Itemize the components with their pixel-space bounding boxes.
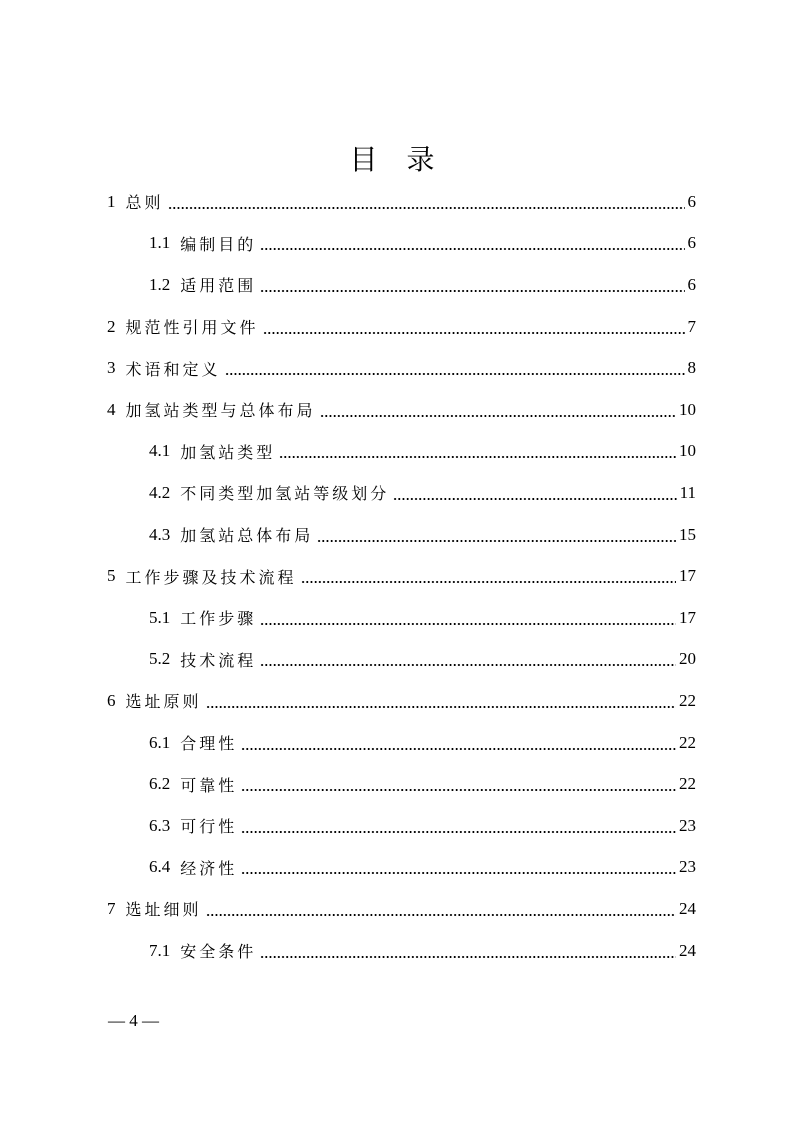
toc-entry-title: 安全条件	[180, 942, 257, 962]
toc-entry-page: 17	[679, 607, 696, 627]
dot-leader	[241, 748, 676, 750]
toc-entry-title: 技术流程	[180, 650, 257, 670]
toc-entry-number: 6.2	[149, 774, 171, 794]
toc-entry[interactable]	[149, 763, 696, 805]
toc-entry[interactable]	[149, 639, 696, 681]
toc-entry-title: 适用范围	[180, 276, 257, 296]
toc-entry-title: 加氢站类型	[180, 442, 276, 462]
dot-leader	[241, 789, 676, 791]
toc-entry-page: 6	[687, 191, 696, 211]
toc-entry-number: 3	[107, 358, 116, 378]
dot-leader	[279, 456, 676, 458]
toc-entry[interactable]	[107, 888, 696, 930]
toc-entry-title: 合理性	[180, 734, 238, 754]
toc-entry-number: 2	[107, 316, 116, 336]
page-title: 目 录	[349, 143, 445, 176]
toc-entry-number: 1	[107, 191, 116, 211]
toc-entry[interactable]	[149, 223, 696, 265]
dot-leader	[317, 540, 676, 542]
toc-entry-number: 5.1	[149, 607, 171, 627]
dot-leader	[320, 415, 676, 417]
toc-entry[interactable]	[149, 805, 696, 847]
toc-entry[interactable]	[107, 389, 696, 431]
toc-entry[interactable]	[149, 264, 696, 306]
dot-leader	[241, 872, 676, 874]
dot-leader	[206, 706, 676, 708]
toc-entry-title: 术语和定义	[125, 359, 221, 379]
toc-entry-number: 6.4	[149, 857, 171, 877]
toc-entry-title: 规范性引用文件	[125, 318, 259, 338]
toc-entry-page: 17	[679, 566, 696, 586]
toc-entry-title: 总则	[125, 193, 164, 213]
toc-entry-title: 工作步骤	[180, 609, 257, 629]
dot-leader	[260, 956, 676, 958]
toc-entry-title: 选址细则	[125, 900, 202, 920]
toc-entry[interactable]	[149, 597, 696, 639]
toc-entry-page: 22	[679, 690, 696, 710]
dot-leader	[206, 914, 676, 916]
toc-entry-number: 5.2	[149, 649, 171, 669]
toc-entry-page: 11	[679, 482, 696, 502]
dot-leader	[260, 290, 684, 292]
toc-entry-number: 1.2	[149, 274, 171, 294]
toc-entry-page: 15	[679, 524, 696, 544]
toc-entry-page: 10	[679, 441, 696, 461]
toc-entry-page: 24	[679, 898, 696, 918]
toc-entry-title: 编制目的	[180, 234, 257, 254]
dot-leader	[260, 664, 676, 666]
toc-entry-number: 4	[107, 399, 116, 419]
toc-entry[interactable]	[149, 472, 696, 514]
toc-entry-title: 不同类型加氢站等级划分	[180, 484, 390, 504]
toc-entry-number: 5	[107, 566, 116, 586]
toc-entry-page: 7	[687, 316, 696, 336]
dot-leader	[260, 248, 684, 250]
toc-entry-number: 7.1	[149, 940, 171, 960]
toc-entry-page: 6	[687, 233, 696, 253]
toc-entry-title: 经济性	[180, 858, 238, 878]
page-number: — 4 —	[108, 1011, 159, 1030]
toc-entry[interactable]	[107, 181, 696, 223]
toc-entry-page: 23	[679, 857, 696, 877]
toc-entry-page: 23	[679, 815, 696, 835]
toc-entry-page: 22	[679, 732, 696, 752]
toc-entry-page: 22	[679, 774, 696, 794]
toc-entry-number: 7	[107, 898, 116, 918]
toc-entry-title: 选址原则	[125, 692, 202, 712]
toc-entry-page: 24	[679, 940, 696, 960]
toc-entry-title: 加氢站总体布局	[180, 526, 314, 546]
toc-entry-number: 4.2	[149, 482, 171, 502]
toc-entry[interactable]	[107, 555, 696, 597]
toc-entry-number: 4.3	[149, 524, 171, 544]
toc-entry-number: 6.1	[149, 732, 171, 752]
toc-entry-title: 工作步骤及技术流程	[125, 567, 297, 587]
dot-leader	[225, 373, 685, 375]
toc-entry[interactable]	[149, 431, 696, 473]
dot-leader	[241, 831, 676, 833]
toc-entry-title: 可靠性	[180, 775, 238, 795]
toc-entry-number: 6.3	[149, 815, 171, 835]
dot-leader	[263, 332, 685, 334]
toc-entry-page: 8	[687, 358, 696, 378]
toc-entry-number: 4.1	[149, 441, 171, 461]
dot-leader	[260, 623, 676, 625]
toc-entry-title: 可行性	[180, 817, 238, 837]
dot-leader	[393, 498, 676, 500]
toc-entry[interactable]	[149, 722, 696, 764]
toc-entry[interactable]	[149, 930, 696, 972]
toc-entry-page: 6	[687, 274, 696, 294]
toc-entry-title: 加氢站类型与总体布局	[125, 401, 316, 421]
toc-entry[interactable]	[107, 680, 696, 722]
dot-leader	[301, 581, 676, 583]
toc-entry-number: 6	[107, 690, 116, 710]
toc-entry[interactable]	[107, 347, 696, 389]
dot-leader	[168, 207, 685, 209]
toc-entry[interactable]	[149, 847, 696, 889]
toc-entry-page: 20	[679, 649, 696, 669]
toc-entry-number: 1.1	[149, 233, 171, 253]
toc-entry[interactable]	[149, 514, 696, 556]
toc-entry[interactable]	[107, 306, 696, 348]
toc-entry-page: 10	[679, 399, 696, 419]
